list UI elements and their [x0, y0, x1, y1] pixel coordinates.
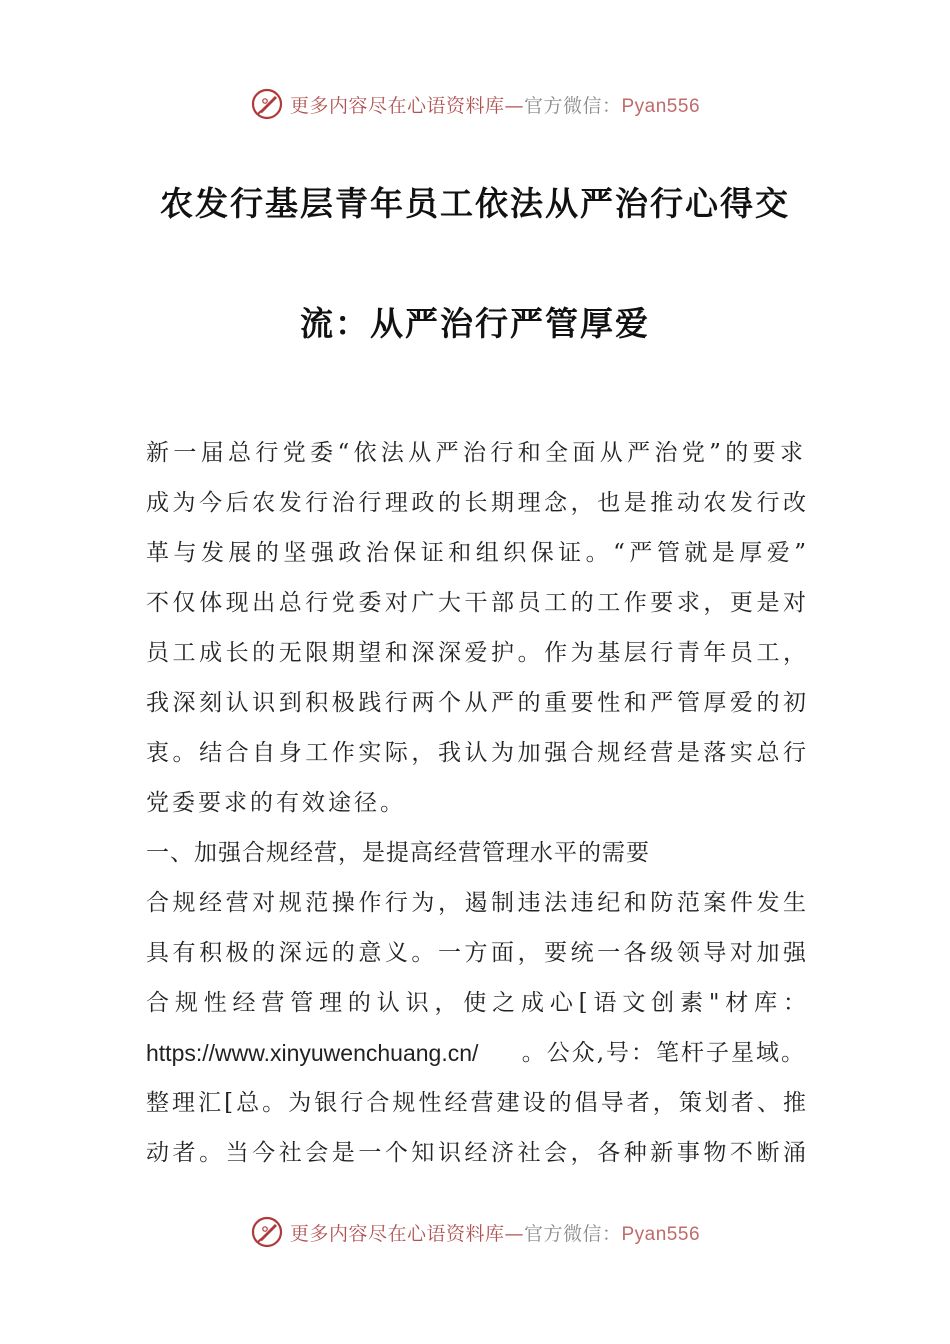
banner-brand-text: 更多内容尽在心语资料库 [289, 94, 505, 117]
banner-separator: — [504, 94, 524, 117]
banner-brand-text: 更多内容尽在心语资料库 [289, 1222, 505, 1245]
document-title-line-2: 流：从严治行严管厚爱 [300, 304, 650, 343]
body-line: 员工成长的无限期望和深深爱护。作为基层行青年员工， [146, 640, 806, 666]
banner-contact-id: Pyan556 [621, 1223, 701, 1245]
banner-contact-label: 官方微信： [523, 1222, 622, 1245]
quill-logo-icon [250, 87, 284, 121]
body-line: 革与发展的坚强政治保证和组织保证。“严管就是厚爱” [146, 540, 806, 566]
body-line: 衷。结合自身工作实际，我认为加强合规经营是落实总行 [146, 740, 806, 766]
document-body [146, 428, 806, 1178]
header-banner-text [290, 91, 700, 118]
body-line: 成为今后农发行治行理政的长期理念，也是推动农发行改 [146, 490, 806, 516]
banner-separator: — [504, 1222, 524, 1245]
body-line: 我深刻认识到积极践行两个从严的重要性和严管厚爱的初 [146, 690, 806, 716]
banner-contact-id: Pyan556 [621, 95, 701, 117]
public-account-text: 。公众,号：笔杆子星域。 [521, 1040, 806, 1066]
section-heading: 一、加强合规经营，是提高经营管理水平的需要 [146, 840, 650, 866]
body-line: 整理汇[总。为银行合规性经营建设的倡导者，策划者、推 [146, 1090, 806, 1116]
body-line: 不仅体现出总行党委对广大干部员工的工作要求，更是对 [146, 590, 806, 616]
body-line: 动者。当今社会是一个知识经济社会，各种新事物不断涌 [146, 1140, 806, 1166]
body-line-with-url [146, 1028, 806, 1078]
body-line: 合规性经营管理的认识，使之成心[语文创素"材库： [146, 990, 806, 1016]
body-line: 具有积极的深远的意义。一方面，要统一各级领导对加强 [146, 940, 806, 966]
header-watermark-banner [0, 82, 950, 126]
banner-contact-label: 官方微信： [523, 94, 622, 117]
source-url-text: https://www.xinyuwenchuang.cn/ [146, 1040, 479, 1066]
document-title-line-1: 农发行基层青年员工依法从严治行心得交 [160, 184, 790, 223]
body-line: 新一届总行党委“依法从严治行和全面从严治党”的要求 [146, 440, 806, 466]
quill-logo-icon [250, 1215, 284, 1249]
footer-banner-text [290, 1219, 700, 1246]
footer-watermark-banner [0, 1210, 950, 1254]
body-line: 合规经营对规范操作行为，遏制违法违纪和防范案件发生 [146, 890, 806, 916]
body-line: 党委要求的有效途径。 [146, 790, 406, 816]
